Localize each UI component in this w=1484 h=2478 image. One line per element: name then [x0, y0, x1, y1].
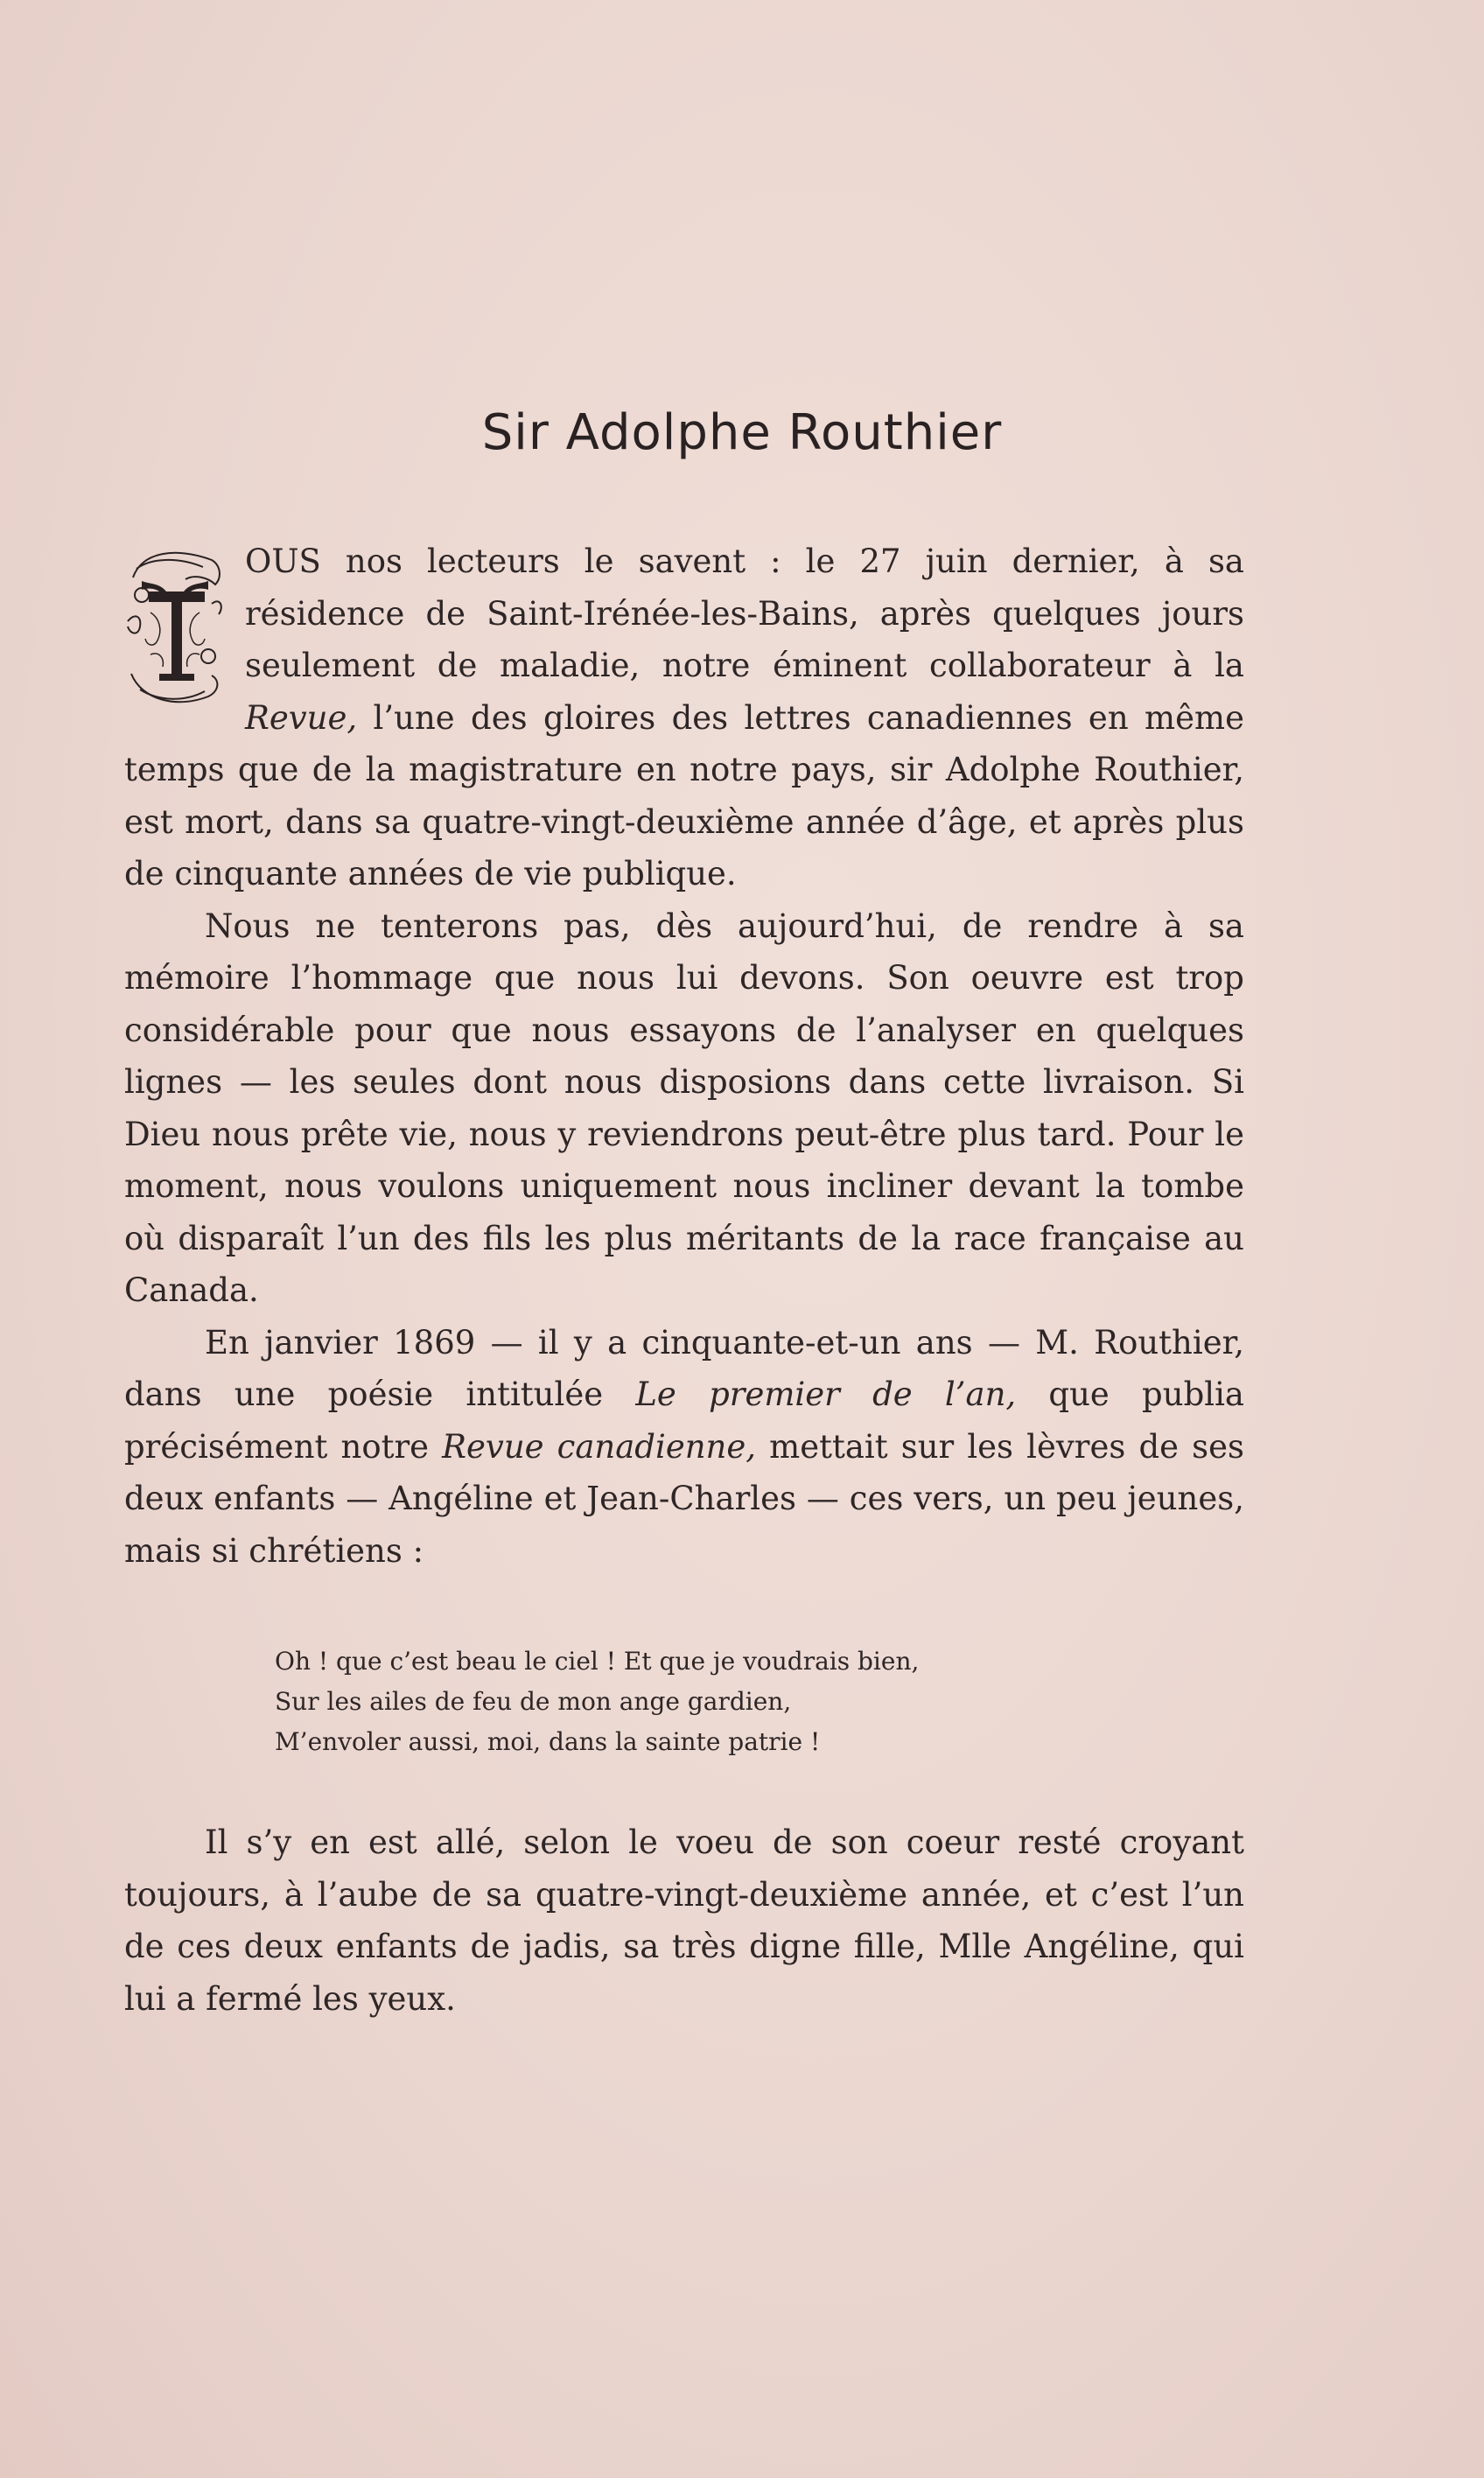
article-title: Sir Adolphe Routhier [481, 404, 1003, 461]
article-body [124, 536, 1244, 2025]
revue-canadienne-emphasis: Revue canadienne, [442, 1427, 757, 1466]
paragraph-1-end: l’une des gloires des lettres canadiennes en même temps que de la magistrature en notre pays, sir Adolphe Routhier, est mort, dans sa quatre-vingt-deuxième année d’âge, et après plus de cinquante années de vie publique. [124, 698, 1244, 892]
paragraph-1 [124, 536, 1244, 900]
ornate-initial-t-icon [124, 542, 226, 714]
poem-line: Oh ! que c’est beau le ciel ! Et que je voudrais bien, [275, 1647, 920, 1676]
poem-title-emphasis: Le premier de l’an, [635, 1376, 1017, 1413]
poem-block [275, 1642, 1244, 1762]
poem-line: M’envoler aussi, moi, dans la sainte patrie ! [275, 1727, 821, 1756]
paragraph-3 [124, 1317, 1244, 1578]
paragraph-3-b: que publia précisément notre [124, 1376, 1244, 1466]
paragraph-2: Nous ne tenterons pas, dès aujourd’hui, de rendre à sa mémoire l’hommage que nous lui devons. Son oeuvre est trop considérable pour que nous essayons de l’analyser en quelques lignes — les seules dont nous disposions dans cette livraison. Si Dieu nous prête vie, nous y reviendrons peut-être plus tard. Pour le moment, nous voulons uniquement nous incliner devant la tombe où disparaît l’un des fils les plus méritants de la race française au Canada. [124, 906, 1244, 1309]
paragraph-4: Il s’y en est allé, selon le voeu de son coeur resté croyant toujours, à l’aube de sa quatre-vingt-deuxième année, et c’est l’un de ces deux enfants de jadis, sa très digne fille, Mlle Angéline, qui lui a fermé les yeux. [124, 1824, 1244, 2018]
poem-line: Sur les ailes de feu de mon ange gardien, [275, 1687, 792, 1716]
paragraph-3-a: En janvier 1869 — il y a cinquante-et-un ans — M. Routhier, dans une poésie intitulée [124, 1323, 1244, 1413]
revue-emphasis: Revue, [245, 698, 358, 737]
paragraph-1-text: OUS nos lecteurs le savent : le 27 juin dernier, à sa résidence de Saint-Irénée-les-Bains, après quelques jours seulement de maladie, notre éminent collaborateur à la [245, 542, 1244, 684]
paragraph-3-c: mettait sur les lèvres de ses deux enfants — Angéline et Jean-Charles — ces vers, un peu jeunes, mais si chrétiens : [124, 1427, 1245, 1570]
